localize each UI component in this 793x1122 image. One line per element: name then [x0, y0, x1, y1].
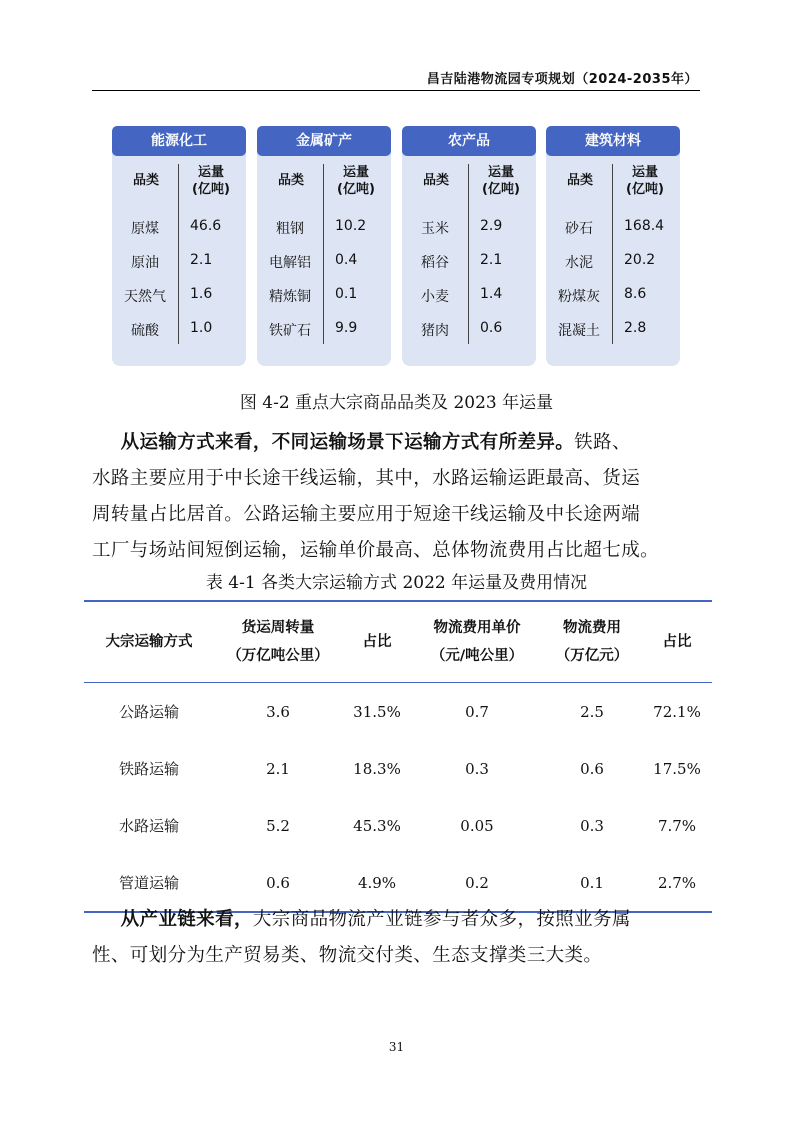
table-cell: 7.7%: [657, 816, 697, 835]
item-value: 1.4: [480, 286, 503, 302]
table-cell: 45.3%: [353, 816, 401, 835]
table-header-cell: [84, 601, 214, 683]
card-title: 建筑材料: [546, 126, 680, 156]
list-item: [257, 284, 391, 308]
list-item: [546, 284, 680, 308]
paragraph-line: [92, 902, 712, 938]
table-header-cell: [542, 601, 642, 683]
column-header-volume-line1: 运量: [487, 165, 514, 180]
card-title: 金属矿产: [257, 126, 391, 156]
table-cell: 31.5%: [353, 702, 401, 721]
item-value: 0.6: [480, 320, 503, 336]
table-cell: 0.3: [580, 816, 604, 835]
item-name: 小麦: [421, 289, 449, 305]
item-name: 混凝土: [558, 323, 600, 339]
commodity-category-figure: [112, 126, 682, 366]
item-value: 10.2: [335, 218, 367, 234]
card-title: 能源化工: [112, 126, 246, 156]
table-cell: 0.6: [580, 759, 604, 778]
column-header-volume: [326, 164, 386, 198]
column-header-volume-line1: 运量: [342, 165, 369, 180]
table-header-cell: [342, 601, 412, 683]
table-cell: 72.1%: [653, 702, 701, 721]
table-header-cell: [214, 601, 342, 683]
item-value: 0.4: [335, 252, 358, 268]
table-cell: 2.7%: [642, 854, 712, 912]
table-cell: 0.1: [542, 854, 642, 912]
column-header-volume: [615, 164, 675, 198]
header-line1: 占比: [362, 634, 392, 650]
page-number: 31: [388, 1040, 405, 1054]
column-header-volume-line2: (亿吨): [482, 182, 520, 197]
header-line2: （万亿吨公里）: [227, 648, 329, 664]
table-cell: 2.5: [580, 702, 604, 721]
list-item: [112, 318, 246, 342]
table-cell: 0.3: [465, 759, 489, 778]
table-header-cell: [642, 601, 712, 683]
item-value: 1.6: [190, 286, 213, 302]
paragraph-lead: 从运输方式来看，不同运输场景下运输方式有所差异。: [120, 432, 575, 453]
header-title: 昌吉陆港物流园专项规划（2024-2035年）: [426, 72, 698, 87]
table-cell: 2.1: [266, 759, 290, 778]
list-item: [257, 216, 391, 240]
figure-caption: 图 4-2 重点大宗商品品类及 2023 年运量: [239, 393, 554, 413]
column-header-volume: [181, 164, 241, 198]
list-item: [257, 318, 391, 342]
item-name: 水泥: [565, 255, 593, 271]
list-item: [112, 216, 246, 240]
table-row: [84, 683, 712, 741]
item-name: 原油: [131, 255, 159, 271]
item-name: 天然气: [124, 289, 166, 305]
category-card-building-materials: [546, 126, 680, 366]
list-item: [112, 250, 246, 274]
item-value: 2.8: [624, 320, 647, 336]
paragraph-lead: 从产业链来看，: [120, 909, 253, 930]
table-cell: 0.05: [460, 816, 494, 835]
table-cell: 0.2: [412, 854, 542, 912]
column-header-volume-line2: (亿吨): [626, 182, 664, 197]
item-value: 8.6: [624, 286, 647, 302]
header-line1: 大宗运输方式: [105, 634, 193, 650]
header-line1: 占比: [662, 634, 692, 650]
column-header-volume-line2: (亿吨): [192, 182, 230, 197]
list-item: [402, 250, 536, 274]
column-header-volume-line2: (亿吨): [337, 182, 375, 197]
item-name: 原煤: [131, 221, 159, 237]
item-name: 精炼铜: [269, 289, 311, 305]
item-name: 粉煤灰: [558, 289, 600, 305]
table-cell: 5.2: [266, 816, 290, 835]
column-header-category: 品类: [132, 173, 159, 188]
paragraph-transport-modes: [92, 425, 712, 569]
item-value: 9.9: [335, 320, 358, 336]
table-row: [84, 740, 712, 797]
column-header-volume: [471, 164, 531, 198]
table-cell: 18.3%: [353, 759, 401, 778]
category-card-metals: [257, 126, 391, 366]
table-cell: 0.7: [465, 702, 489, 721]
paragraph-text: 大宗商品物流产业链参与者众多，按照业务属: [252, 909, 631, 930]
table-cell: 管道运输: [84, 854, 214, 912]
item-value: 2.1: [480, 252, 503, 268]
paragraph-industry-chain: [92, 902, 712, 974]
table-cell: 17.5%: [653, 759, 701, 778]
table-cell: 4.9%: [342, 854, 412, 912]
item-name: 粗钢: [276, 221, 304, 237]
header-line2: （万亿元）: [555, 648, 629, 664]
item-name: 硫酸: [131, 323, 159, 339]
header-line1: 物流费用单价: [433, 620, 521, 636]
item-name: 稻谷: [421, 255, 449, 271]
list-item: [546, 216, 680, 240]
transport-cost-table: [84, 600, 712, 913]
item-value: 2.9: [480, 218, 503, 234]
paragraph-text: 铁路、: [574, 432, 631, 453]
item-value: 2.1: [190, 252, 213, 268]
card-title: 农产品: [402, 126, 536, 156]
header-line1: 货运周转量: [241, 620, 315, 636]
item-value: 0.1: [335, 286, 358, 302]
list-item: [257, 250, 391, 274]
table-cell: 0.6: [214, 854, 342, 912]
paragraph-line: [92, 425, 712, 461]
column-header-category: 品类: [277, 173, 304, 188]
paragraph-line: 水路主要应用于中长途干线运输，其中，水路运输运距最高、货运: [92, 468, 641, 489]
item-value: 168.4: [624, 218, 665, 234]
item-value: 1.0: [190, 320, 213, 336]
column-header-category: 品类: [422, 173, 449, 188]
list-item: [402, 318, 536, 342]
paragraph-line: 周转量占比居首。公路运输主要应用于短途干线运输及中长途两端: [92, 504, 641, 525]
item-name: 砂石: [565, 221, 593, 237]
table-cell: 铁路运输: [118, 760, 179, 778]
header-line1: 物流费用: [563, 620, 621, 636]
item-value: 20.2: [624, 252, 656, 268]
table-caption: 表 4-1 各类大宗运输方式 2022 年运量及费用情况: [205, 573, 588, 593]
table-header-cell: [412, 601, 542, 683]
list-item: [402, 284, 536, 308]
item-value: 46.6: [190, 218, 222, 234]
table-cell: 公路运输: [118, 703, 179, 721]
category-card-agriculture: [402, 126, 536, 366]
list-item: [112, 284, 246, 308]
page-header: [92, 64, 700, 91]
column-header-volume-line1: 运量: [631, 165, 658, 180]
item-name: 玉米: [421, 221, 449, 237]
item-name: 电解铝: [269, 255, 311, 271]
table-row: [84, 797, 712, 854]
table-cell: 3.6: [266, 702, 290, 721]
header-line2: （元/吨公里）: [430, 648, 524, 664]
column-header-volume-line1: 运量: [197, 165, 224, 180]
list-item: [402, 216, 536, 240]
category-card-energy: [112, 126, 246, 366]
table-header-row: [84, 601, 712, 683]
column-header-category: 品类: [566, 173, 593, 188]
list-item: [546, 250, 680, 274]
paragraph-line: 性、可划分为生产贸易类、物流交付类、生态支撑类三大类。: [92, 945, 603, 966]
table-cell: 水路运输: [118, 817, 179, 835]
item-name: 铁矿石: [269, 323, 311, 339]
paragraph-line: 工厂与场站间短倒运输，运输单价最高、总体物流费用占比超七成。: [92, 540, 660, 561]
list-item: [546, 318, 680, 342]
item-name: 猪肉: [421, 323, 449, 339]
